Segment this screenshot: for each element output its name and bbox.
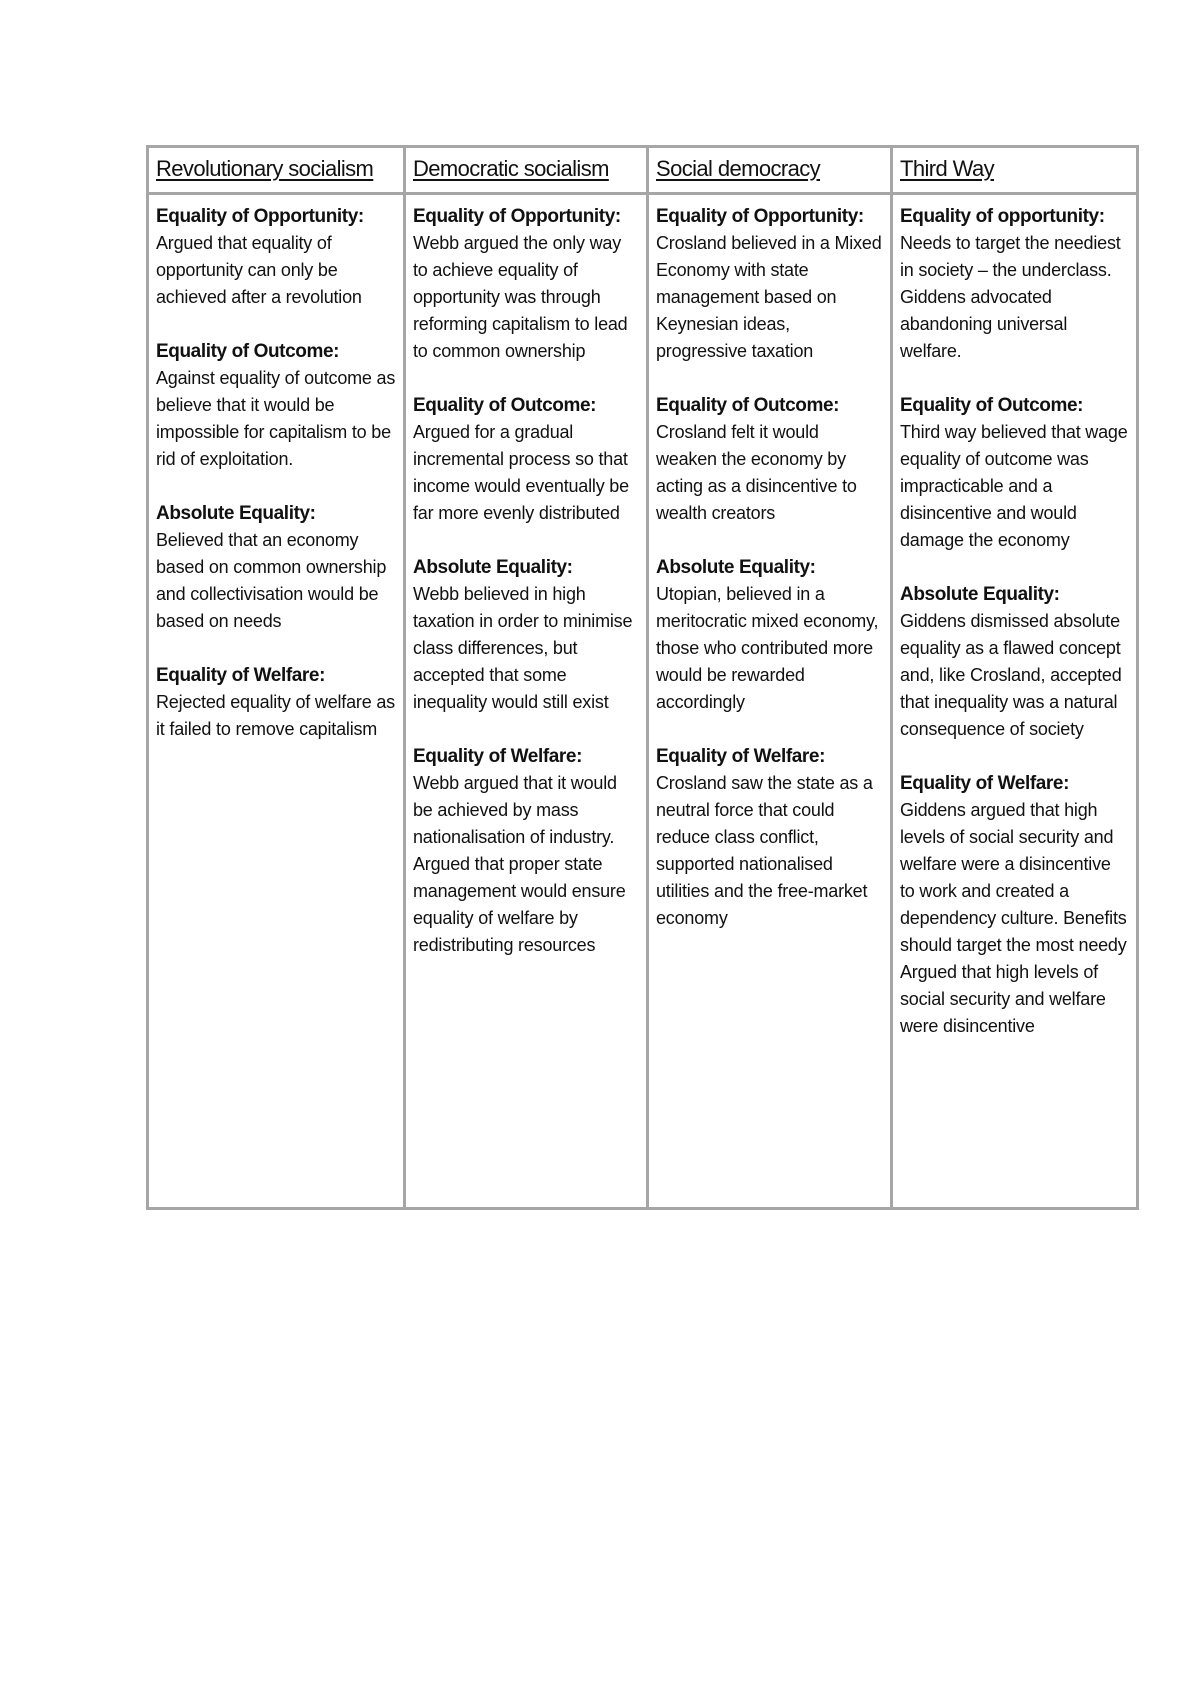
section-title: Equality of Outcome:	[900, 395, 1084, 416]
table-cell-democratic-socialism	[405, 194, 648, 1209]
section-title: Equality of Welfare:	[413, 746, 583, 767]
section-equality-of-opportunity	[656, 203, 884, 365]
section-absolute-equality	[900, 581, 1130, 743]
section-body: Crosland saw the state as a neutral force that could reduce class conflict, supported nationalised utilities and the free-market economy	[656, 773, 873, 928]
column-heading: Democratic socialism	[405, 147, 648, 194]
section-body: Against equality of outcome as believe that it would be impossible for capitalism to be rid of exploitation.	[156, 368, 396, 469]
section-title: Equality of Outcome:	[656, 395, 840, 416]
section-title: Equality of Welfare:	[900, 773, 1070, 794]
comparison-table	[146, 145, 1139, 1210]
section-title: Equality of Outcome:	[156, 341, 340, 362]
section-equality-of-welfare	[413, 743, 640, 959]
section-body: Rejected equality of welfare as it failed to remove capitalism	[156, 692, 395, 739]
section-title: Absolute Equality:	[900, 584, 1060, 605]
section-body: Needs to target the neediest in society – the underclass. Giddens advocated abandoning universal welfare.	[900, 233, 1121, 361]
section-equality-of-welfare	[900, 770, 1130, 1040]
section-equality-of-outcome	[656, 392, 884, 527]
section-title: Equality of Opportunity:	[656, 206, 864, 227]
section-title: Equality of Opportunity:	[413, 206, 621, 227]
section-absolute-equality	[656, 554, 884, 716]
section-equality-of-opportunity	[900, 203, 1130, 365]
section-title: Absolute Equality:	[413, 557, 573, 578]
column-heading: Third Way	[892, 147, 1138, 194]
section-body: Utopian, believed in a meritocratic mixed economy, those who contributed more would be rewarded accordingly	[656, 584, 879, 712]
content-row	[148, 194, 1138, 1209]
table-cell-third-way	[892, 194, 1138, 1209]
section-title: Equality of Welfare:	[156, 665, 326, 686]
section-body: Argued for a gradual incremental process so that income would eventually be far more evenly distributed	[413, 422, 629, 523]
section-body: Crosland believed in a Mixed Economy with state management based on Keynesian ideas, progressive taxation	[656, 233, 882, 361]
section-body: Third way believed that wage equality of outcome was impracticable and a disincentive and would damage the economy	[900, 422, 1128, 550]
section-title: Equality of Outcome:	[413, 395, 597, 416]
section-equality-of-welfare	[156, 662, 397, 743]
section-title: Equality of opportunity:	[900, 206, 1105, 227]
section-body: Giddens argued that high levels of social security and welfare were a disincentive to work and created a dependency culture. Benefits should target the most needy Argued that high levels of social security and welfare were disincentive	[900, 800, 1127, 1036]
section-body: Webb argued the only way to achieve equality of opportunity was through reforming capitalism to lead to common ownership	[413, 233, 628, 361]
column-heading: Revolutionary socialism	[148, 147, 405, 194]
section-equality-of-outcome	[156, 338, 397, 473]
section-body: Crosland felt it would weaken the economy by acting as a disincentive to wealth creators	[656, 422, 857, 523]
section-equality-of-outcome	[413, 392, 640, 527]
section-title: Equality of Opportunity:	[156, 206, 364, 227]
section-title: Absolute Equality:	[656, 557, 816, 578]
table-cell-revolutionary-socialism	[148, 194, 405, 1209]
section-title: Equality of Welfare:	[656, 746, 826, 767]
section-body: Webb argued that it would be achieved by mass nationalisation of industry. Argued that proper state management would ensure equality of welfare by redistributing resources	[413, 773, 626, 955]
section-absolute-equality	[413, 554, 640, 716]
section-absolute-equality	[156, 500, 397, 635]
section-body: Believed that an economy based on common ownership and collectivisation would be based on needs	[156, 530, 387, 631]
column-heading: Social democracy	[648, 147, 892, 194]
section-equality-of-welfare	[656, 743, 884, 932]
section-equality-of-opportunity	[413, 203, 640, 365]
header-row	[148, 147, 1138, 194]
section-body: Argued that equality of opportunity can only be achieved after a revolution	[156, 233, 362, 307]
section-equality-of-outcome	[900, 392, 1130, 554]
section-body: Giddens dismissed absolute equality as a flawed concept and, like Crosland, accepted that inequality was a natural consequence of society	[900, 611, 1122, 739]
table-cell-social-democracy	[648, 194, 892, 1209]
section-body: Webb believed in high taxation in order to minimise class differences, but accepted that some inequality would still exist	[413, 584, 633, 712]
section-equality-of-opportunity	[156, 203, 397, 311]
section-title: Absolute Equality:	[156, 503, 316, 524]
